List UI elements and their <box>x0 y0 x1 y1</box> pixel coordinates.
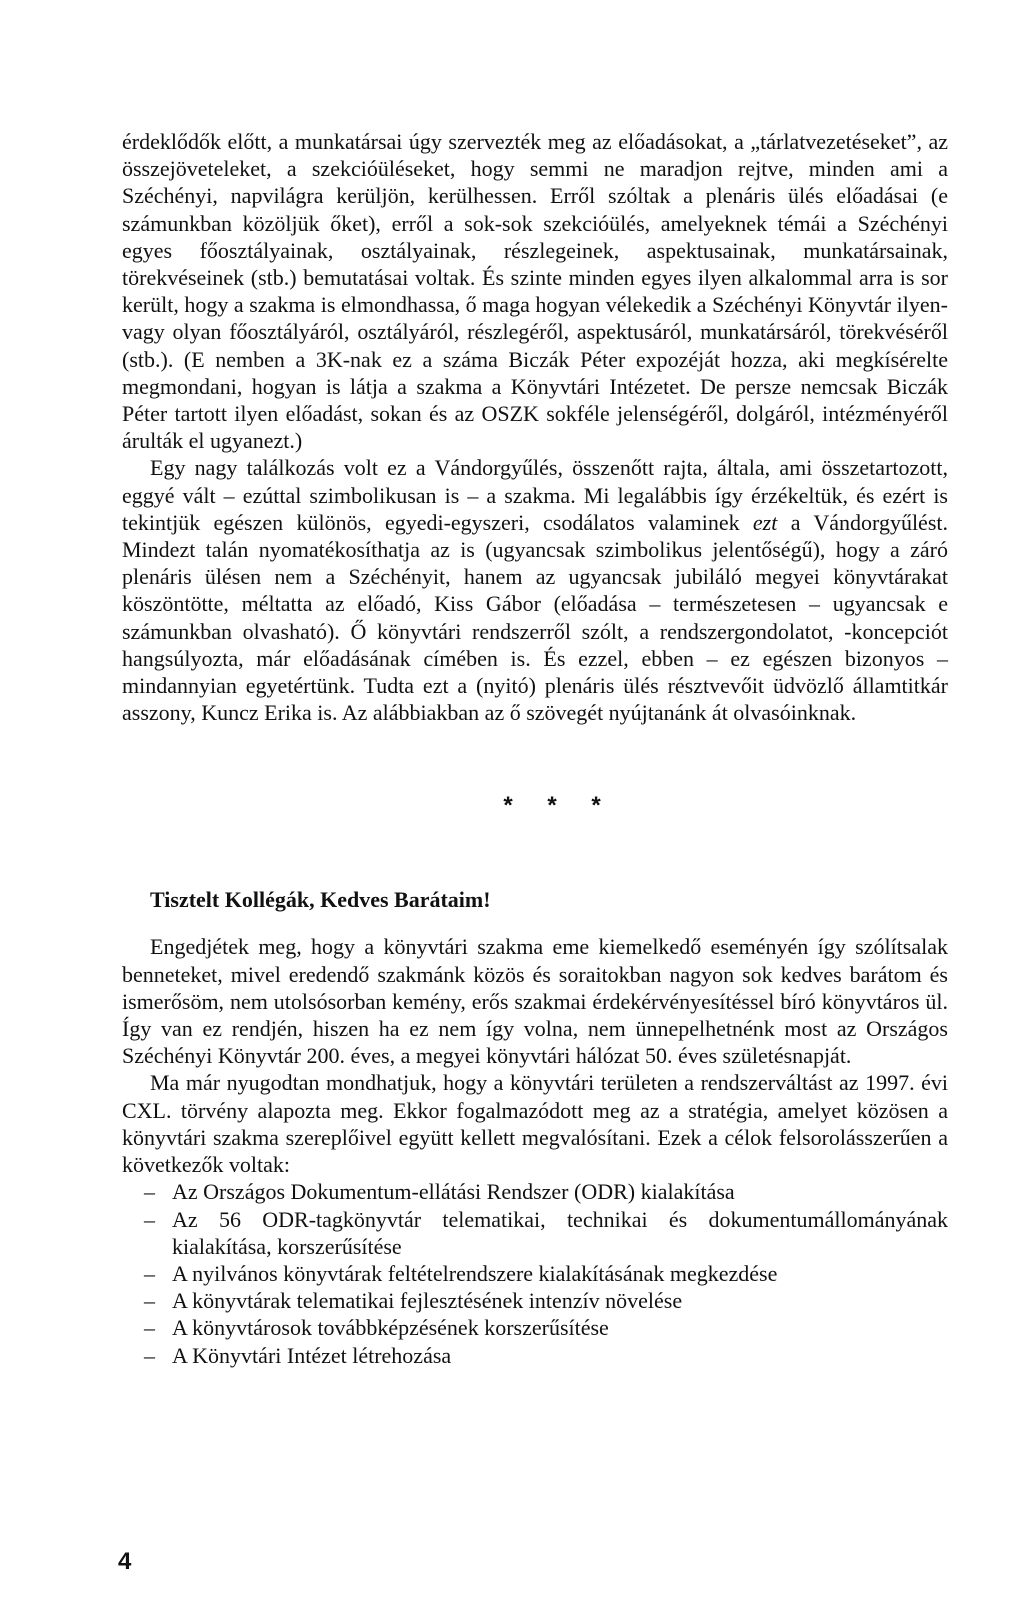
list-item: – A nyilvános könyvtárak feltételrendszere kialakításának megkezdése <box>122 1260 948 1287</box>
list-item: – A könyvtárosok továbbképzésének korszerűsítése <box>122 1314 948 1341</box>
letter-paragraph-1: Engedjétek meg, hogy a könyvtári szakma eme kiemelkedő eseményén így szólítsalak benneteket, mivel eredendő szakmánk közös és soraitokban nagyon sok kedves barátom és ismerősöm, nem utolsósorban kemény, erős szakmai érdekérvényesítéssel bíró könyvtáros ül. Így van ez rendjén, hiszen ha ez nem így volna, nem ünnepelhetnénk most az Országos Széchényi Könyvtár 200. éves, a megyei könyvtári hálózat 50. éves születésnapját. <box>122 934 948 1069</box>
list-item: – Az Országos Dokumentum-ellátási Rendszer (ODR) kialakítása <box>122 1178 948 1205</box>
page-body <box>122 128 948 1369</box>
article-paragraph-1: érdeklődők előtt, a munkatársai úgy szervezték meg az előadásokat, a „tárlatvezetéseket”, az összejöveteleket, a szekcióüléseket, hogy semmi ne maradjon rejtve, minden ami a Széchényi, napvilágra kerüljön, kerülhessen. Erről szóltak a plenáris ülés előadásai (e számunkban közöljük őket), erről a sok-sok szekcióülés, amelyeknek témái a Széchényi egyes főosztályainak, osztályainak, részlegeinek, aspektusainak, munkatársainak, törekvéseinek (stb.) bemutatásai voltak. És szinte minden egyes ilyen alkalommal arra is sor került, hogy a szakma is elmondhassa, ő maga hogyan vélekedik a Széchényi Könyvtár ilyen-vagy olyan főosztályáról, osztályáról, részlegéről, aspektusáról, munkatársáról, törekvéséről (stb.). (E nemben a 3K-nak ez a száma Biczák Péter expozéját hozza, aki megkísérelte megmondani, hogyan is látja a szakma a Könyvtári Intézetet. De persze nemcsak Biczák Péter tartott ilyen előadást, sokan és az OSZK sokféle jelenségéről, dolgáról, intézményéről árulták el ugyanezt.) <box>122 129 948 454</box>
emphasis-ezt: ezt <box>752 509 778 535</box>
goals-list <box>122 1178 948 1368</box>
list-item: – Az 56 ODR-tagkönyvtár telematikai, technikai és dokumentumállományának kialakítása, korszerűsítése <box>122 1206 948 1260</box>
section-separator: * * * <box>503 792 615 820</box>
letter-salutation: Tisztelt Kollégák, Kedves Barátaim! <box>150 887 491 913</box>
page-number: 4 <box>118 1548 132 1575</box>
article-paragraph-2: Egy nagy találkozás volt ez a Vándorgyűlés, összenőtt rajta, általa, ami összetartozott, eggyé vált – ezúttal szimbolikusan is – a szakma. Mi legalábbis így érzékeltük, és ezért is tekintjük egészen különös, egyedi-egyszeri, csodálatos valaminek ezt a Vándorgyűlést. Mindezt talán nyomatékosíthatja az is (ugyancsak szimbolikus jelentőségű), hogy a záró plenáris ülésen nem a Széchényit, hanem az ugyancsak jubiláló megyei könyvtárakat köszöntötte, méltatta az előadó, Kiss Gábor (előadása – természetesen – ugyancsak e számunkban olvasható). Ő könyvtári rendszerről szólt, a rendszergondolatot, -koncepciót hangsúlyozta, már előadásának címében is. És ezzel, ebben – ez egészen bizonyos – mindannyian egyetértünk. Tudta ezt a (nyitó) plenáris ülés résztvevőit üdvözlő államtitkár asszony, Kuncz Erika is. Az alábbiakban az ő szövegét nyújtanánk át olvasóinknak. <box>122 455 948 726</box>
letter-paragraph-2: Ma már nyugodtan mondhatjuk, hogy a könyvtári területen a rendszerváltást az 1997. évi CXL. törvény alapozta meg. Ekkor fogalmazódott meg az a stratégia, amelyet közösen a könyvtári szakma szereplőivel együtt kellett megvalósítani. Ezek a célok felsorolásszerűen a következők voltak: <box>122 1070 948 1178</box>
list-item: – A könyvtárak telematikai fejlesztésének intenzív növelése <box>122 1287 948 1314</box>
list-item: – A Könyvtári Intézet létrehozása <box>122 1342 948 1369</box>
